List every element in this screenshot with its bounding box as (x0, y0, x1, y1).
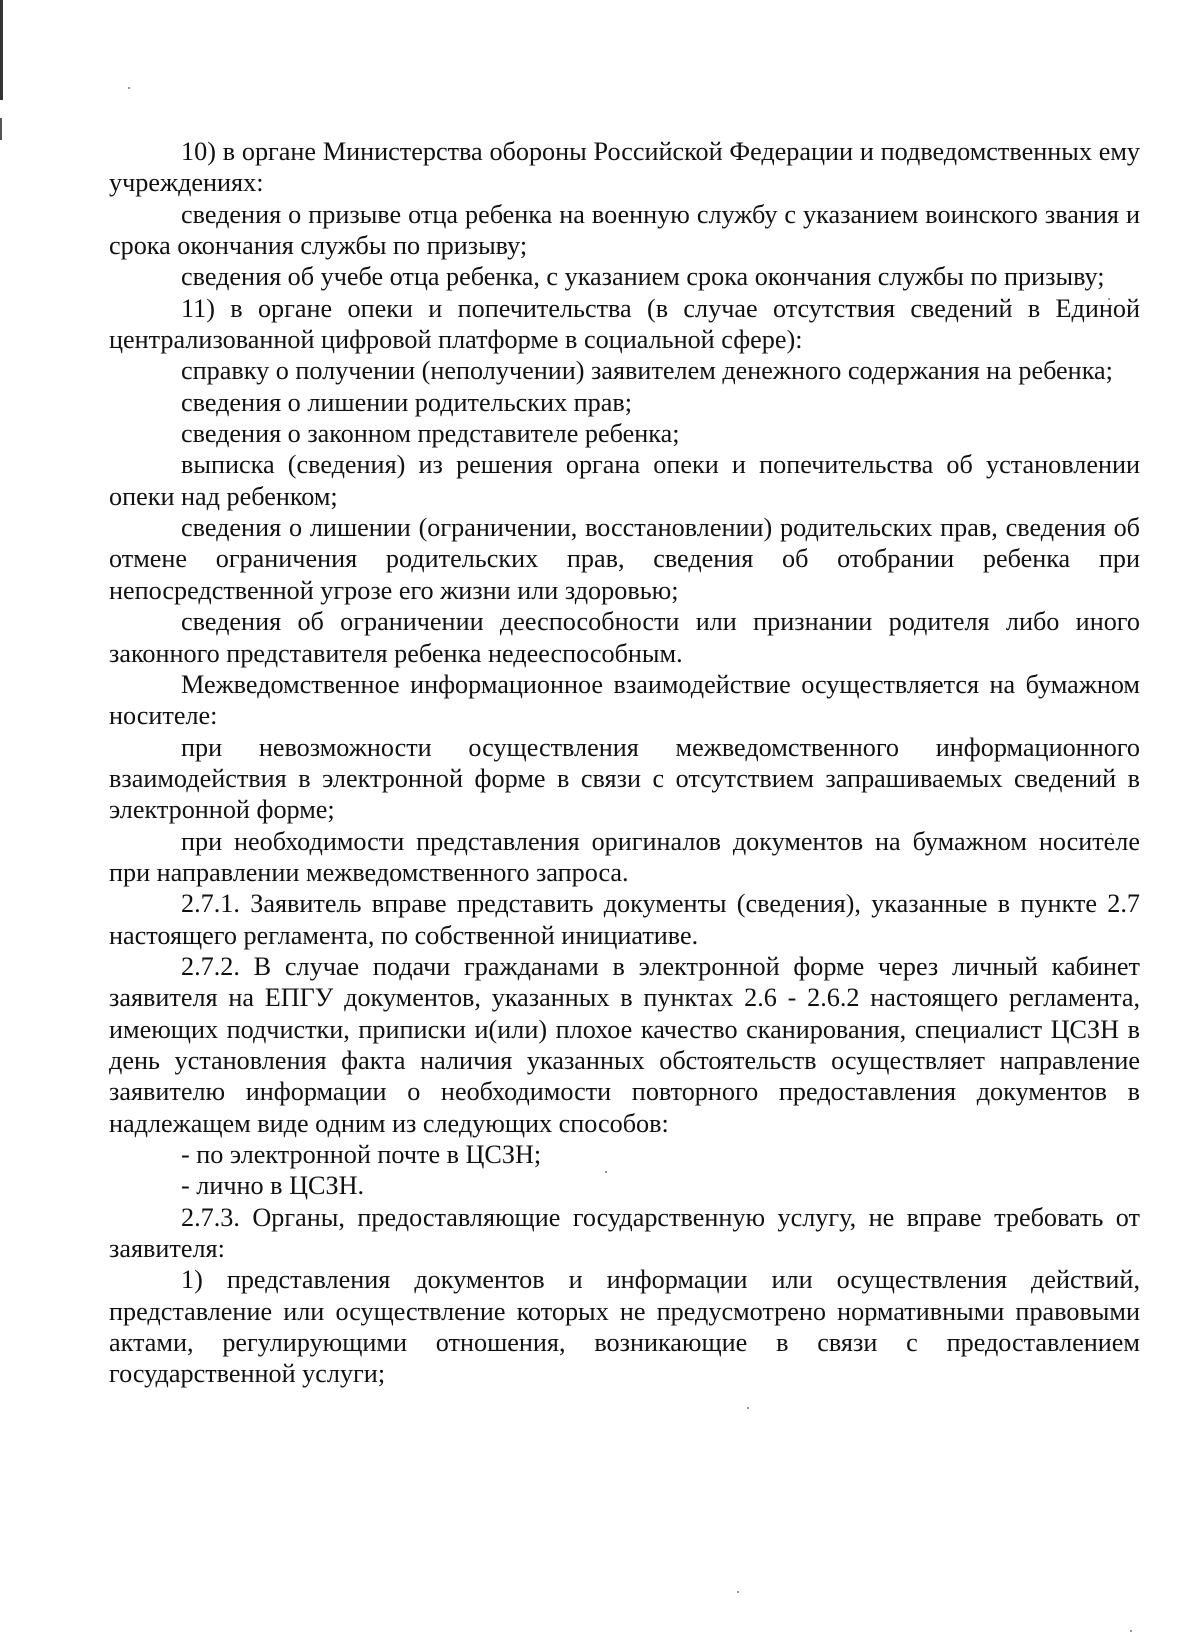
paragraph-legal-capacity: сведения об ограничении дееспособности или признании родителя либо иного законного представителя ребенка недееспособным. (109, 607, 1140, 668)
paragraph-no-electronic-data: при невозможности осуществления межведомственного информационного взаимодействия в электронной форме в связи с отсутствием запрашиваемых сведений в электронной форме; (109, 732, 1140, 825)
list-item-email: - по электронной почте в ЦСЗН; (181, 1140, 542, 1169)
scan-speck (737, 1591, 739, 1593)
section-2-7-2: 2.7.2. В случае подачи гражданами в электронной форме через личный кабинет заявителя на ЕПГУ документов, указанных в пунктах 2.6 - 2.6.2 настоящего регламента, имеющих подчистки, приписки и(или) плохое качество сканирования, специалист ЦСЗН в день установления факта наличия указанных обстоятельств осуществляет направление заявителю информации о необходимости повторного предоставления документов в надлежащем виде одним из следующих способов: (109, 951, 1140, 1138)
paragraph-original-documents: при необходимости представления оригиналов документов на бумажном носителе при направлении межведомственного запроса. (109, 826, 1140, 887)
paragraph-conscription-info: сведения о призыве отца ребенка на военную службу с указанием воинского звания и срока окончания службы по призыву; (109, 199, 1140, 261)
list-item-in-person: - лично в ЦСЗН. (181, 1171, 365, 1201)
paragraph-allowance-certificate: справку о получении (неполучении) заявителем денежного содержания на ребенка; (181, 356, 1113, 386)
scan-speck (1130, 1630, 1132, 1632)
paragraph-guardianship-extract: выписка (сведения) из решения органа опеки и попечительства об установлении опеки над ребенком; (109, 450, 1140, 511)
paragraph-parental-rights-changes: сведения о лишении (ограничении, восстановлении) родительских прав, сведения об отмене ограничения родительских прав, сведения об отобрании ребенка при непосредственной угрозе его жизни или здоровью; (109, 513, 1140, 605)
item-11-guardianship-authority: 11) в органе опеки и попечительства (в случае отсутствия сведений в Единой централизованной цифровой платформе в социальной сфере): (109, 293, 1140, 355)
scan-margin-mark (0, 118, 2, 140)
item-10-ministry-of-defense: 10) в органе Министерства обороны Российской Федерации и подведомственных ему учреждениях: (109, 137, 1140, 198)
scan-speck (747, 1407, 749, 1409)
paragraph-deprivation-of-rights: сведения о лишении родительских прав; (181, 387, 633, 417)
item-1-documents-not-required: 1) представления документов и информации или осуществления действий, представление или осуществление которых не предусмотрено нормативными правовыми актами, регулирующими отношения, возникающие в связи с предоставлением государственной услуги; (109, 1265, 1140, 1389)
paragraph-study-info: сведения об учебе отца ребенка, с указанием срока окончания службы по призыву; (181, 262, 1105, 292)
paragraph-paper-interaction: Межведомственное информационное взаимодействие осуществляется на бумажном носителе: (109, 669, 1140, 731)
scan-edge-mark (0, 0, 3, 100)
section-2-7-3: 2.7.3. Органы, предоставляющие государственную услугу, не вправе требовать от заявителя: (109, 1202, 1140, 1264)
scan-speck (128, 87, 130, 89)
document-body (109, 136, 1140, 1390)
section-2-7-1: 2.7.1. Заявитель вправе представить документы (сведения), указанные в пункте 2.7 настоящего регламента, по собственной инициативе. (109, 889, 1140, 950)
paragraph-legal-representative: сведения о законном представителе ребенка; (181, 419, 680, 449)
